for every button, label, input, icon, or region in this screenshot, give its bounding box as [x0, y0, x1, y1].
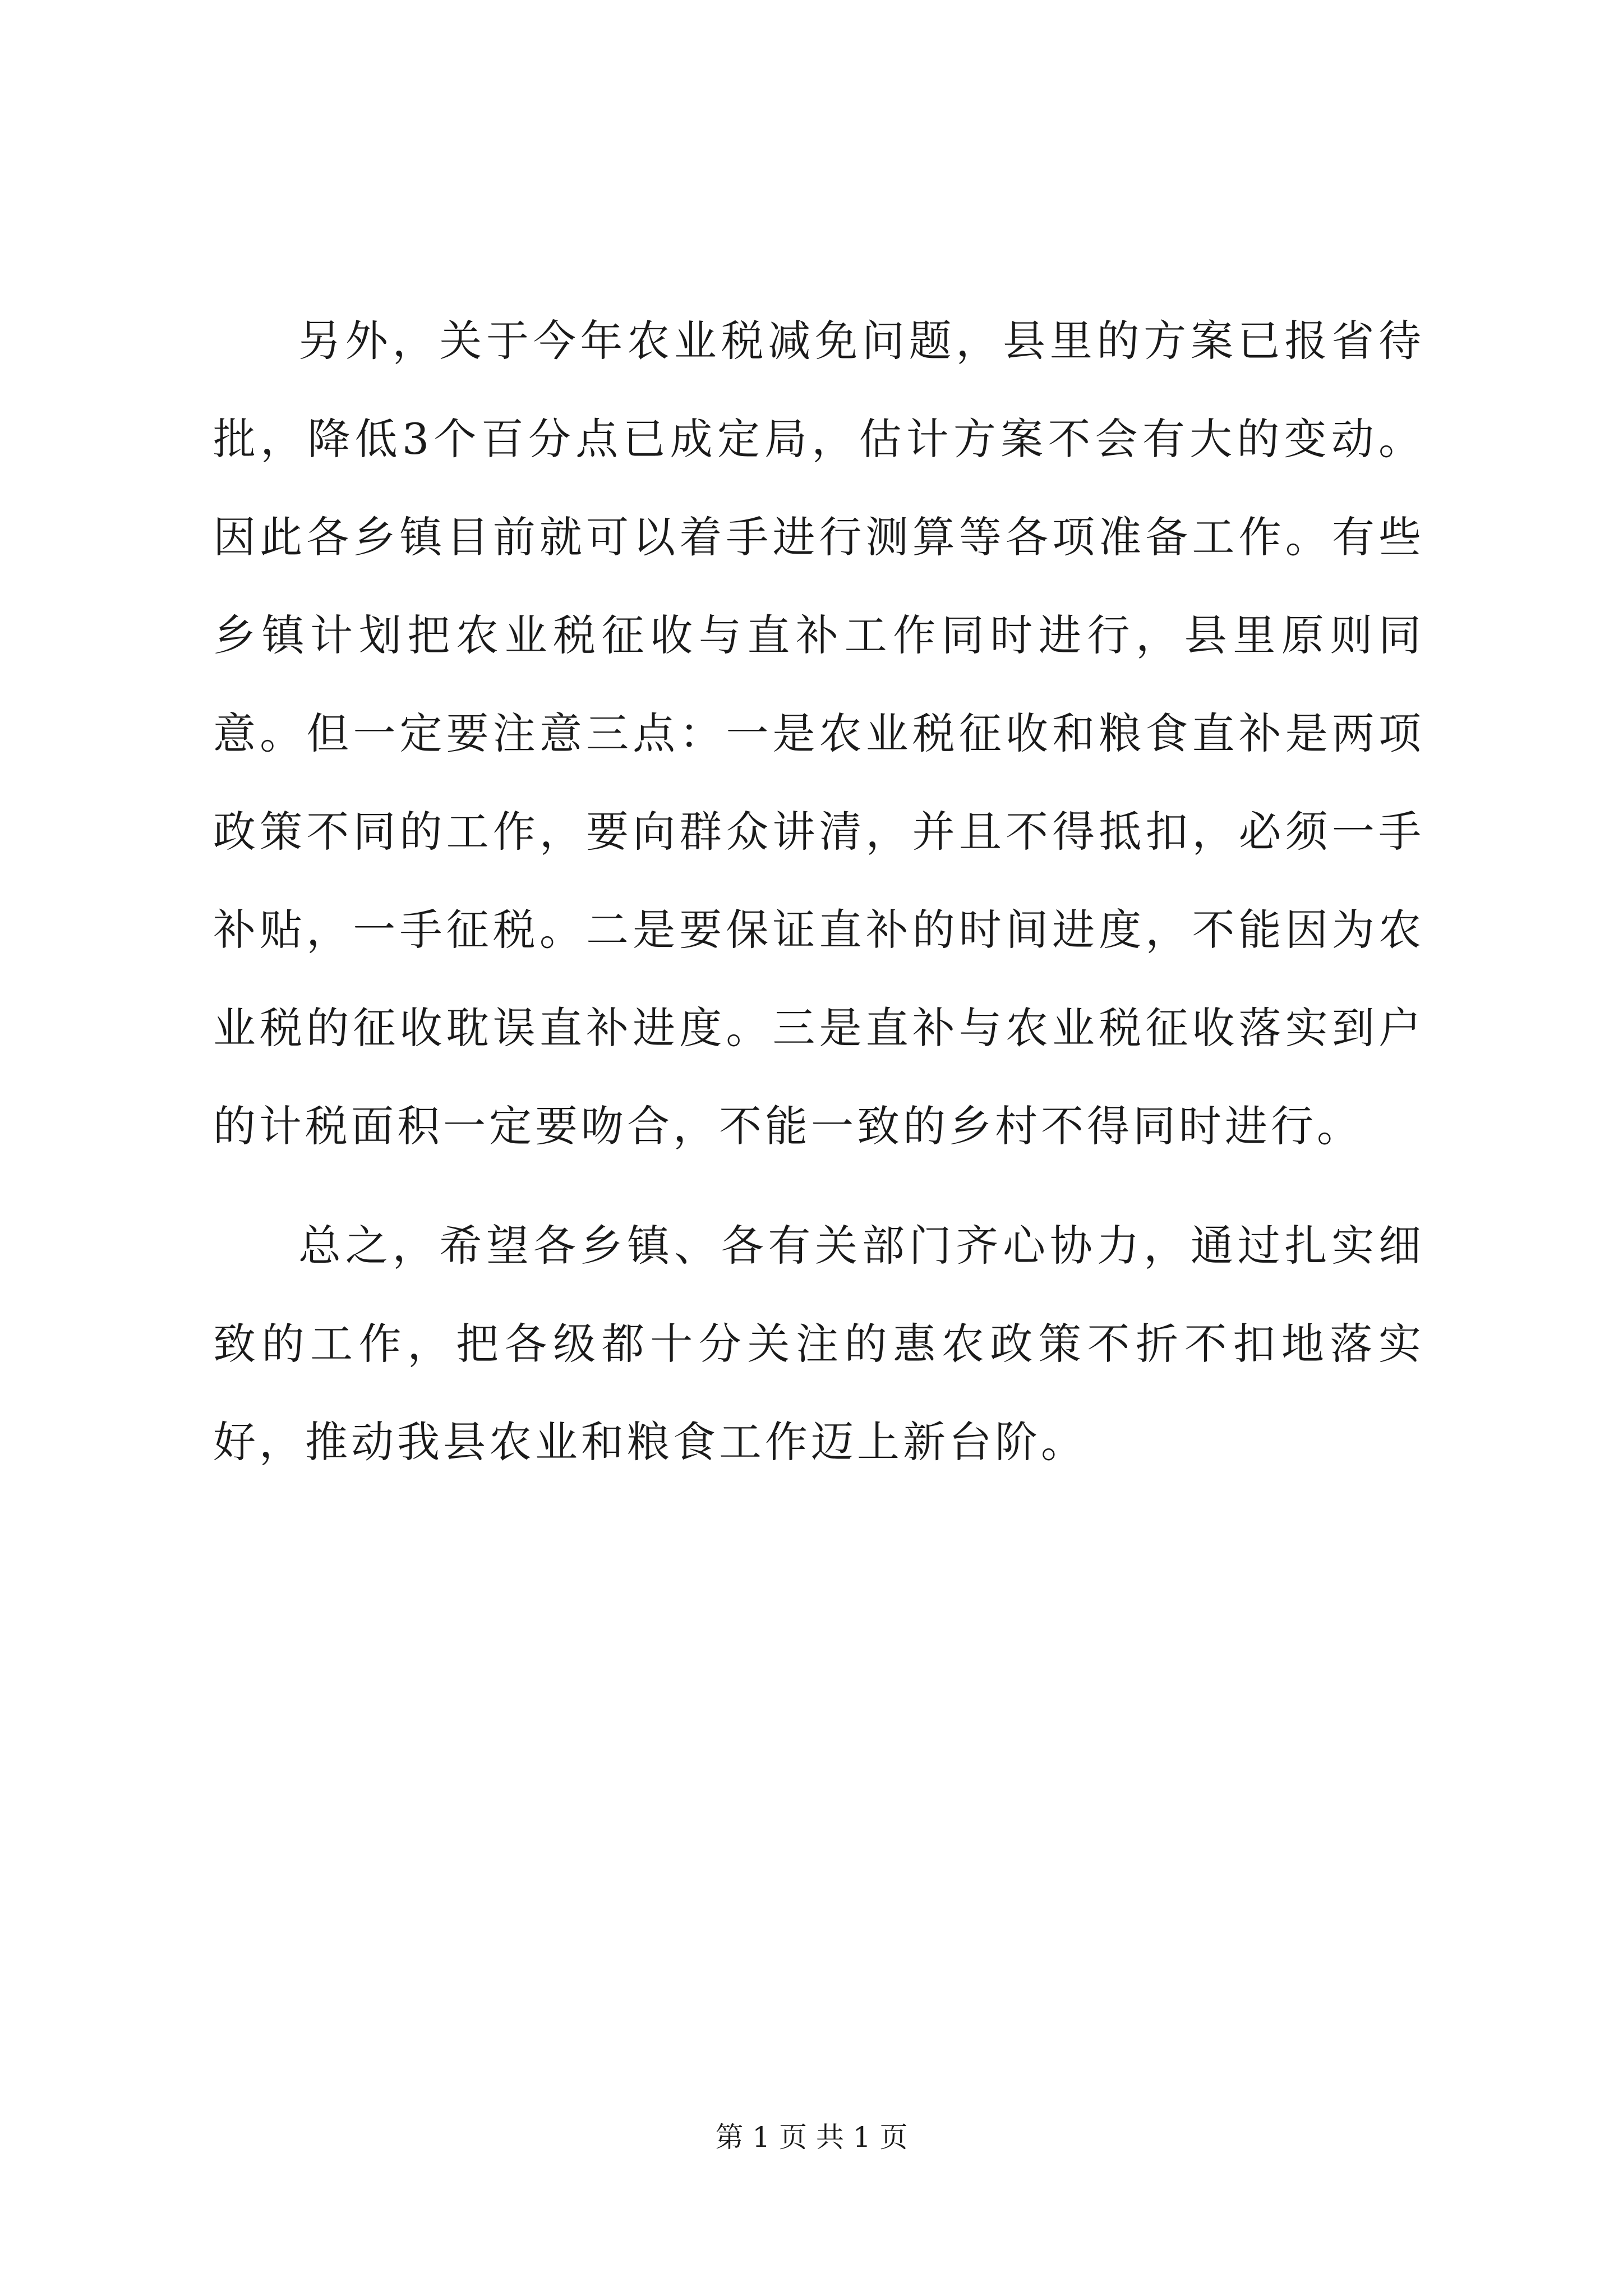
document-body — [213, 292, 1424, 1512]
page-footer — [0, 2115, 1623, 2155]
paragraph-conclusion: 总之，希望各乡镇、各有关部门齐心协力，通过扎实细致的工作，把各级都十分关注的惠农政策不折不扣地落实好，推动我县农业和粮食工作迈上新台阶。 — [213, 1221, 1424, 1467]
page-number-label: 第 1 页 共 1 页 — [715, 2121, 908, 2154]
paragraph-agricultural-tax: 另外，关于今年农业税减免问题，县里的方案已报省待批，降低3个百分点已成定局，估计方案不会有大的变动。因此各乡镇目前就可以着手进行测算等各项准备工作。有些乡镇计划把农业税征收与直补工作同时进行，县里原则同意。但一定要注意三点：一是农业税征收和粮食直补是两项政策不同的工作，要向群众讲清，并且不得抵扣，必须一手补贴，一手征税。二是要保证直补的时间进度，不能因为农业税的征收耽误直补进度。三是直补与农业税征收落实到户的计税面积一定要吻合，不能一致的乡村不得同时进行。 — [213, 316, 1424, 1151]
